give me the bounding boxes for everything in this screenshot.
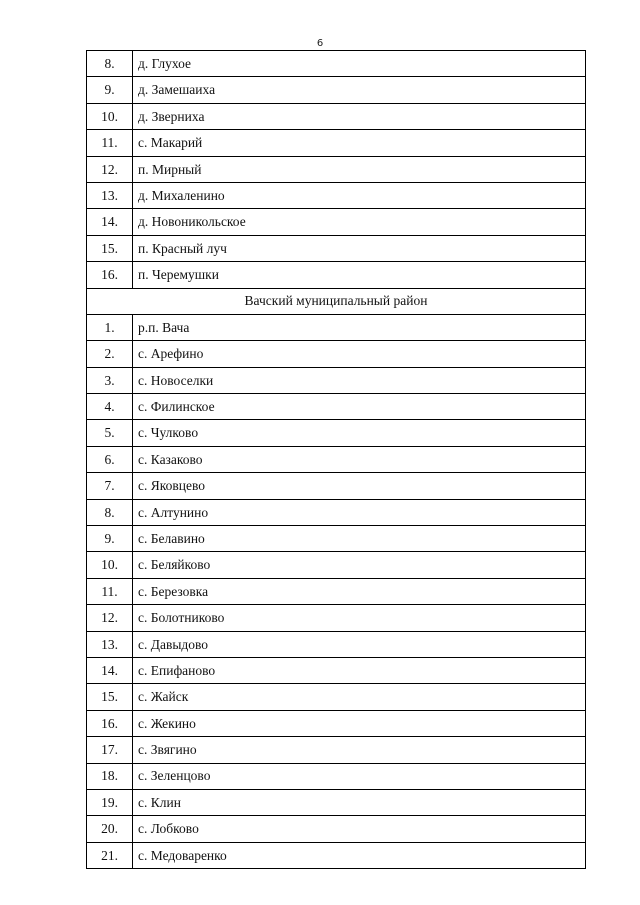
row-number: 3. [87, 367, 133, 393]
page-number: 6 [316, 38, 324, 49]
table-row [87, 209, 586, 235]
table-row [87, 77, 586, 103]
row-number: 11. [87, 578, 133, 604]
table-row [87, 605, 586, 631]
settlement-name: д. Зверниха [133, 103, 586, 129]
row-number: 9. [87, 77, 133, 103]
row-number: 12. [87, 156, 133, 182]
settlement-name: с. Арефино [133, 341, 586, 367]
table-row [87, 763, 586, 789]
row-number: 21. [87, 842, 133, 868]
table-row [87, 710, 586, 736]
row-number: 1. [87, 314, 133, 340]
settlement-name: с. Медоваренко [133, 842, 586, 868]
settlement-name: п. Красный луч [133, 235, 586, 261]
table-row [87, 314, 586, 340]
table-row [87, 499, 586, 525]
table-row [87, 103, 586, 129]
settlement-name: с. Болотниково [133, 605, 586, 631]
row-number: 10. [87, 552, 133, 578]
table-row [87, 684, 586, 710]
settlement-name: с. Яковцево [133, 473, 586, 499]
table-row [87, 262, 586, 288]
row-number: 13. [87, 182, 133, 208]
table-row [87, 367, 586, 393]
section-title: Вачский муниципальный район [87, 288, 586, 314]
table-row [87, 526, 586, 552]
row-number: 2. [87, 341, 133, 367]
settlement-name: с. Березовка [133, 578, 586, 604]
section-header-row [87, 288, 586, 314]
row-number: 15. [87, 235, 133, 261]
settlement-name: п. Мирный [133, 156, 586, 182]
row-number: 20. [87, 816, 133, 842]
settlement-name: д. Новоникольское [133, 209, 586, 235]
table-row [87, 816, 586, 842]
row-number: 14. [87, 209, 133, 235]
table-row [87, 552, 586, 578]
table-row [87, 789, 586, 815]
row-number: 8. [87, 51, 133, 77]
settlements-table-body [87, 51, 586, 869]
table-row [87, 130, 586, 156]
row-number: 4. [87, 394, 133, 420]
settlement-name: с. Чулково [133, 420, 586, 446]
settlement-name: с. Зеленцово [133, 763, 586, 789]
row-number: 9. [87, 526, 133, 552]
table-row [87, 473, 586, 499]
settlement-name: с. Беляйково [133, 552, 586, 578]
settlement-name: с. Алтунино [133, 499, 586, 525]
row-number: 12. [87, 605, 133, 631]
row-number: 7. [87, 473, 133, 499]
table-row [87, 156, 586, 182]
settlement-name: с. Давыдово [133, 631, 586, 657]
settlement-name: с. Лобково [133, 816, 586, 842]
settlement-name: с. Новоселки [133, 367, 586, 393]
table-row [87, 420, 586, 446]
settlement-name: с. Епифаново [133, 657, 586, 683]
table-row [87, 51, 586, 77]
settlement-name: с. Жекино [133, 710, 586, 736]
table-row [87, 235, 586, 261]
table-row [87, 631, 586, 657]
table-row [87, 578, 586, 604]
settlement-name: д. Замешаиха [133, 77, 586, 103]
row-number: 14. [87, 657, 133, 683]
row-number: 10. [87, 103, 133, 129]
settlement-name: с. Макарий [133, 130, 586, 156]
row-number: 17. [87, 737, 133, 763]
table-row [87, 657, 586, 683]
row-number: 5. [87, 420, 133, 446]
row-number: 16. [87, 262, 133, 288]
table-row [87, 182, 586, 208]
row-number: 11. [87, 130, 133, 156]
settlement-name: с. Филинское [133, 394, 586, 420]
table-row [87, 394, 586, 420]
table-row [87, 341, 586, 367]
table-row [87, 737, 586, 763]
settlement-name: с. Казаково [133, 446, 586, 472]
row-number: 15. [87, 684, 133, 710]
table-row [87, 446, 586, 472]
row-number: 6. [87, 446, 133, 472]
settlements-table [86, 50, 586, 869]
row-number: 19. [87, 789, 133, 815]
settlement-name: с. Звягино [133, 737, 586, 763]
settlement-name: с. Клин [133, 789, 586, 815]
settlement-name: р.п. Вача [133, 314, 586, 340]
row-number: 8. [87, 499, 133, 525]
settlement-name: с. Белавино [133, 526, 586, 552]
settlement-name: д. Михаленино [133, 182, 586, 208]
row-number: 13. [87, 631, 133, 657]
row-number: 16. [87, 710, 133, 736]
settlement-name: д. Глухое [133, 51, 586, 77]
row-number: 18. [87, 763, 133, 789]
settlement-name: п. Черемушки [133, 262, 586, 288]
table-row [87, 842, 586, 868]
settlement-name: с. Жайск [133, 684, 586, 710]
